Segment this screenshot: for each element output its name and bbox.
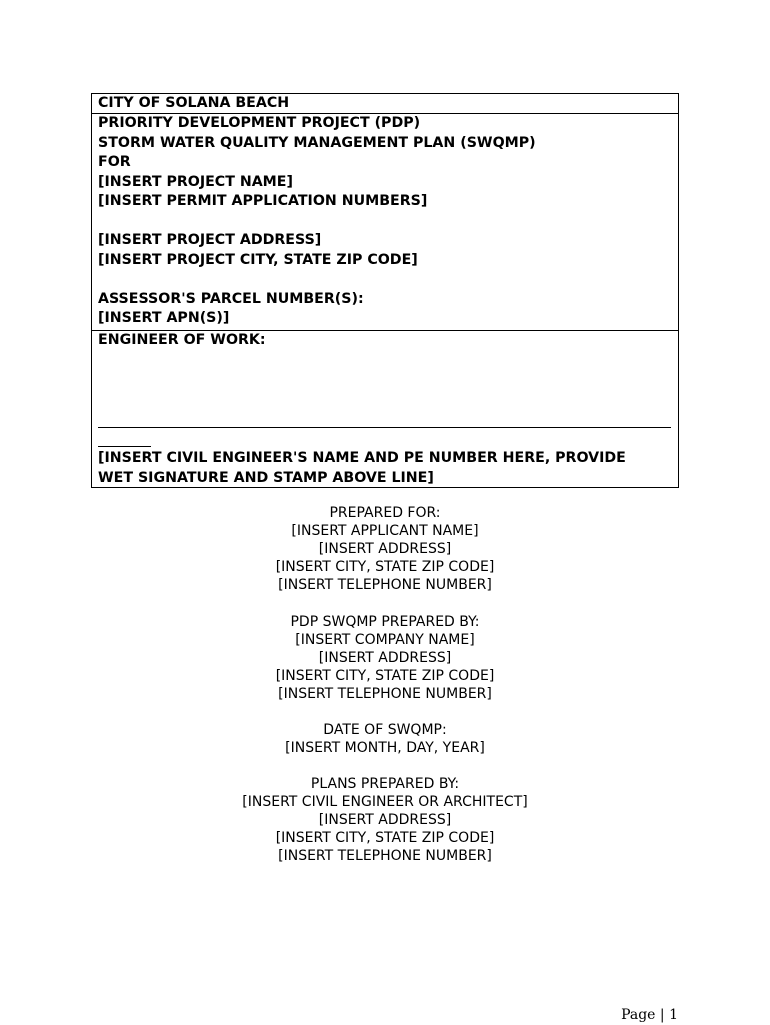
engineer-label: ENGINEER OF WORK: [98,332,266,348]
prepared-for-block [0,504,770,594]
company-name-placeholder: [INSERT COMPANY NAME] [295,632,475,648]
prepared-for-label: PREPARED FOR: [329,505,441,521]
cover-header-table [91,93,679,488]
applicant-city-placeholder: [INSERT CITY, STATE ZIP CODE] [275,559,495,575]
signature-line-continuation [98,446,151,447]
plans-phone-placeholder: [INSERT TELEPHONE NUMBER] [278,848,492,864]
engineer-note-line: WET SIGNATURE AND STAMP ABOVE LINE] [98,469,434,486]
plans-prepared-by-label: PLANS PREPARED BY: [310,776,460,792]
plans-address-placeholder: [INSERT ADDRESS] [318,812,452,828]
date-placeholder: [INSERT MONTH, DAY, YEAR] [285,740,485,756]
date-label: DATE OF SWQMP: [323,722,447,738]
city-cell [92,94,678,113]
project-info-cell [92,113,678,330]
applicant-name-placeholder: [INSERT APPLICANT NAME] [291,523,479,539]
spacer [98,270,670,290]
city-name: CITY OF SOLANA BEACH [98,95,290,111]
company-phone-placeholder: [INSERT TELEPHONE NUMBER] [278,686,492,702]
company-address-placeholder: [INSERT ADDRESS] [318,650,452,666]
plans-prepared-by-block [0,775,770,865]
engineer-note-line: [INSERT CIVIL ENGINEER'S NAME AND PE NUMBER HERE, PROVIDE [98,450,626,466]
page-number: Page | 1 [621,1007,678,1023]
apn-label: ASSESSOR'S PARCEL NUMBER(S): [98,290,364,307]
spacer [98,212,670,232]
project-line: PRIORITY DEVELOPMENT PROJECT (PDP) [98,115,421,131]
engineer-note [98,449,671,488]
engineer-cell [92,330,678,487]
prepared-by-label: PDP SWQMP PREPARED BY: [290,614,480,630]
prepared-by-block [0,613,770,703]
project-address-placeholder: [INSERT PROJECT ADDRESS] [98,232,322,248]
apn-placeholder: [INSERT APN(S)] [98,310,230,326]
company-city-placeholder: [INSERT CITY, STATE ZIP CODE] [275,668,495,684]
project-line: FOR [98,154,131,170]
engineer-architect-placeholder: [INSERT CIVIL ENGINEER OR ARCHITECT] [242,794,528,810]
applicant-address-placeholder: [INSERT ADDRESS] [318,541,452,557]
project-name-placeholder: [INSERT PROJECT NAME] [98,173,293,190]
applicant-phone-placeholder: [INSERT TELEPHONE NUMBER] [278,577,492,593]
signature-line [98,427,671,428]
plans-city-placeholder: [INSERT CITY, STATE ZIP CODE] [275,830,495,846]
project-city-placeholder: [INSERT PROJECT CITY, STATE ZIP CODE] [98,251,418,268]
permit-numbers-placeholder: [INSERT PERMIT APPLICATION NUMBERS] [98,193,428,209]
project-line: STORM WATER QUALITY MANAGEMENT PLAN (SWQMP) [98,134,536,151]
date-block [0,721,770,757]
